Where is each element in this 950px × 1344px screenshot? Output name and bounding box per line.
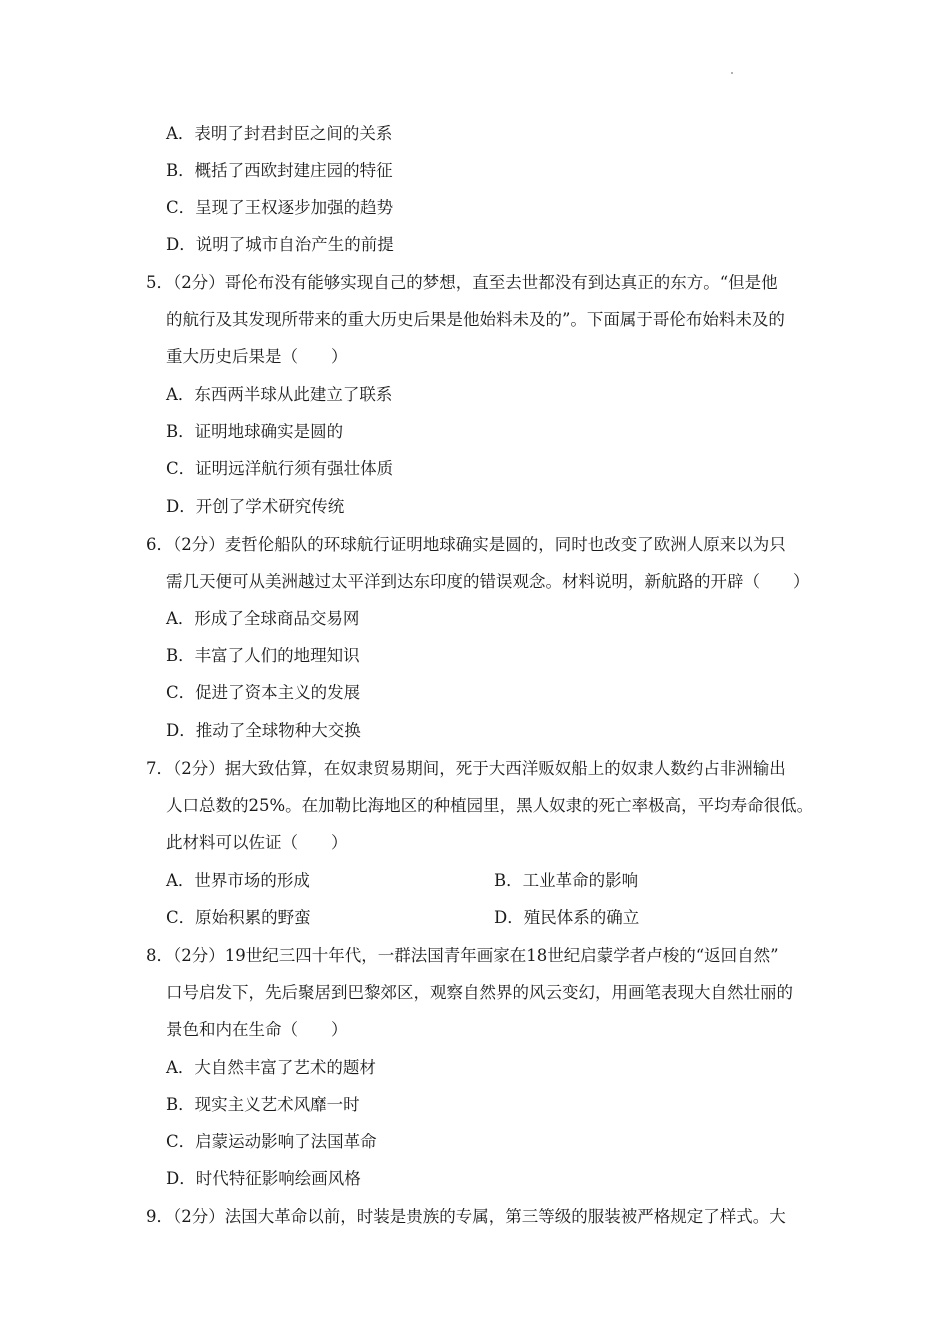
q7-option-d: D．殖民体系的确立	[494, 908, 640, 927]
q4-option-d: D．说明了城市自治产生的前提	[166, 235, 394, 254]
q6-stem-line-1: 6．（2分）麦哲伦船队的环球航行证明地球确实是圆的，同时也改变了欧洲人原来以为只	[146, 535, 786, 554]
q6-option-c: C．促进了资本主义的发展	[166, 683, 361, 702]
q6-stem-line-2: 需几天便可从美洲越过太平洋到达东印度的错误观念。材料说明，新航路的开辟（ ）	[166, 572, 810, 591]
q8-option-a: A．大自然丰富了艺术的题材	[166, 1058, 376, 1077]
q5-option-b: B．证明地球确实是圆的	[166, 422, 344, 441]
q7-stem-line-3: 此材料可以佐证（ ）	[166, 833, 348, 852]
q5-stem-line-2: 的航行及其发现所带来的重大历史后果是他始料未及的”。下面属于哥伦布始料未及的	[166, 310, 785, 329]
q8-stem-line-3: 景色和内在生命（ ）	[166, 1020, 348, 1039]
q5-option-a: A．东西两半球从此建立了联系	[166, 385, 393, 404]
q5-stem-line-3: 重大历史后果是（ ）	[166, 347, 348, 366]
q7-stem-line-1: 7．（2分）据大致估算，在奴隶贸易期间，死于大西洋贩奴船上的奴隶人数约占非洲输出	[146, 759, 786, 778]
q7-option-a: A．世界市场的形成	[166, 871, 310, 890]
q4-option-a: A．表明了封君封臣之间的关系	[166, 124, 393, 143]
q6-option-b: B．丰富了人们的地理知识	[166, 646, 360, 665]
q8-option-d: D．时代特征影响绘画风格	[166, 1169, 361, 1188]
q6-option-d: D．推动了全球物种大交换	[166, 721, 361, 740]
q9-stem-line-1: 9．（2分）法国大革命以前，时装是贵族的专属，第三等级的服装被严格规定了样式。大	[146, 1207, 786, 1226]
q7-option-c: C．原始积累的野蛮	[166, 908, 311, 927]
q5-option-d: D．开创了学术研究传统	[166, 497, 345, 516]
q8-stem-line-2: 口号启发下，先后聚居到巴黎郊区，观察自然界的风云变幻，用画笔表现大自然壮丽的	[166, 983, 793, 1002]
scan-dot	[731, 72, 733, 74]
q8-stem-line-1: 8．（2分）19世纪三四十年代，一群法国青年画家在18世纪启蒙学者卢梭的“返回自然”	[146, 946, 779, 965]
q7-stem-line-2: 人口总数的25%。在加勒比海地区的种植园里，黑人奴隶的死亡率极高，平均寿命很低。	[166, 796, 814, 815]
q8-option-b: B．现实主义艺术风靡一时	[166, 1095, 360, 1114]
q7-option-b: B．工业革命的影响	[494, 871, 639, 890]
q6-option-a: A．形成了全球商品交易网	[166, 609, 360, 628]
q4-option-b: B．概括了西欧封建庄园的特征	[166, 161, 393, 180]
q4-option-c: C．呈现了王权逐步加强的趋势	[166, 198, 394, 217]
q5-option-c: C．证明远洋航行须有强壮体质	[166, 459, 394, 478]
q8-option-c: C．启蒙运动影响了法国革命	[166, 1132, 377, 1151]
q5-stem-line-1: 5．（2分）哥伦布没有能够实现自己的梦想，直至去世都没有到达真正的东方。“但是他	[146, 273, 778, 292]
